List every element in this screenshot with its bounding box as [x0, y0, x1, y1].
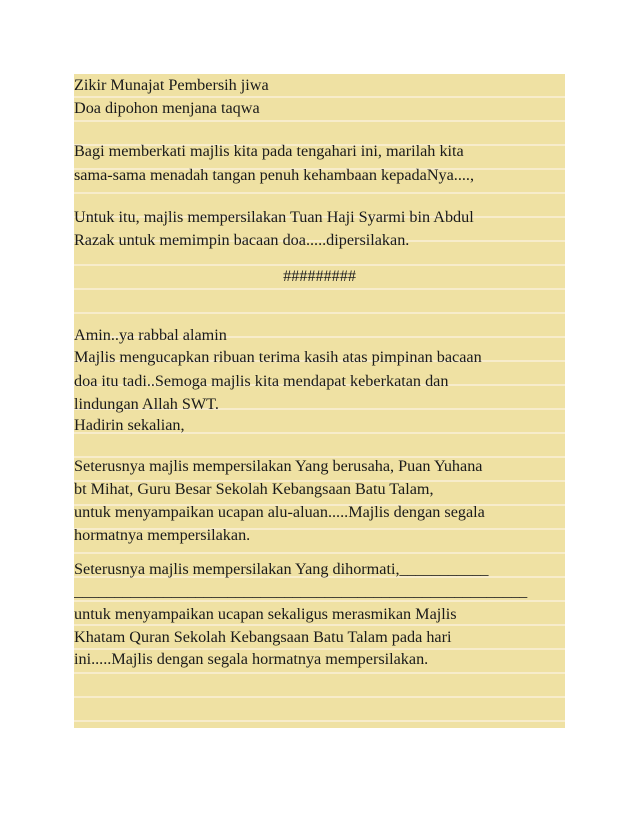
separator-marks: #########: [283, 267, 356, 285]
text-line: lindungan Allah SWT.: [74, 395, 219, 413]
text-line: Untuk itu, majlis mempersilakan Tuan Haji Syarmi bin Abdul: [74, 208, 474, 226]
text-line: hormatnya mempersilakan.: [74, 526, 251, 544]
text-line: ini.....Majlis dengan segala hormatnya mempersilakan.: [74, 650, 429, 668]
text-line: Khatam Quran Sekolah Kebangsaan Batu Talam pada hari: [74, 628, 452, 646]
text-line: Hadirin sekalian,: [74, 416, 185, 434]
document-sheet: [74, 74, 565, 728]
text-line: bt Mihat, Guru Besar Sekolah Kebangsaan Batu Talam,: [74, 480, 434, 498]
blank-fill-line: ________________________________________________________: [74, 582, 528, 600]
text-line: doa itu tadi..Semoga majlis kita mendapat keberkatan dan: [74, 372, 449, 390]
text-line: Seterusnya majlis mempersilakan Yang dihormati,___________: [74, 560, 489, 578]
text-line: Doa dipohon menjana taqwa: [74, 99, 260, 117]
text-line: Amin..ya rabbal alamin: [74, 326, 227, 344]
text-line: untuk menyampaikan ucapan sekaligus merasmikan Majlis: [74, 605, 457, 623]
text-line: Bagi memberkati majlis kita pada tengahari ini, marilah kita: [74, 142, 464, 160]
text-line: Majlis mengucapkan ribuan terima kasih atas pimpinan bacaan: [74, 348, 482, 366]
text-line: Seterusnya majlis mempersilakan Yang berusaha, Puan Yuhana: [74, 457, 483, 475]
text-line: sama-sama menadah tangan penuh kehambaan kepadaNya....,: [74, 166, 475, 184]
text-line: Zikir Munajat Pembersih jiwa: [74, 76, 269, 94]
text-line: untuk menyampaikan ucapan alu-aluan.....Majlis dengan segala: [74, 503, 485, 521]
text-line: Razak untuk memimpin bacaan doa.....dipersilakan.: [74, 231, 410, 249]
